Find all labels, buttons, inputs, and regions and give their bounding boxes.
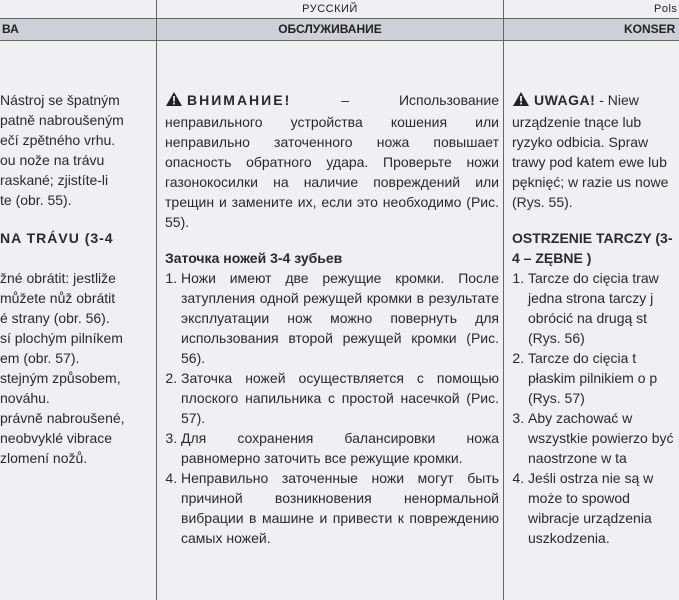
middle-warning-paragraph [165, 90, 499, 232]
list-item: 2. Tarcze do cięcia t płaskim pilnikiem o p (Rys. 57) [528, 348, 677, 408]
middle-warning-text: – Использование неправильного устройства кошения или неправильно заточенного ножа повышает опасность обратного удара. Проверьте ножи газонокосилки на наличие повреждений или трещин и замените их, если это необходимо (Рис. 55). [165, 92, 499, 230]
left-line: ečí zpětného vrhu. [0, 132, 116, 148]
left-line: právně nabroušené, [0, 410, 125, 426]
left-line: em (obr. 57). [0, 350, 80, 366]
middle-body [165, 90, 499, 548]
middle-section-title: ОБСЛУЖИВАНИЕ [157, 19, 503, 41]
left-line [0, 210, 156, 228]
left-line: sí plochým pilníkem [0, 330, 123, 346]
left-line: žné obrátit: jestliže [0, 270, 116, 286]
warning-triangle-icon [512, 91, 530, 112]
right-heading: OSTRZENIE TARCZY (3-4 – ZĘBNE ) [512, 230, 673, 266]
list-item: 2. Заточка ножей осуществляется с помощью плоского напильника с простой насечкой (Рис. 57). [181, 368, 499, 428]
right-section-title: KONSER [504, 19, 679, 41]
middle-steps-list [165, 268, 499, 548]
left-line: stejným způsobem, [0, 370, 121, 386]
left-body [0, 90, 156, 468]
left-line: é strany (obr. 56). [0, 310, 110, 326]
left-line [0, 248, 156, 268]
right-body [512, 90, 677, 548]
list-item: 1. Tarcze do cięcia traw jedna strona tarczy j obrócić na drugą st (Rys. 56) [528, 268, 677, 348]
middle-language-label: РУССКИЙ [157, 0, 503, 19]
list-item: 1. Ножи имеют две режущие кромки. После затупления одной режущей кромки в результате эксплуатации нож можно повернуть для использования второй режущей кромки (Рис. 56). [181, 268, 499, 368]
middle-warning-word: ВНИМАНИЕ! [187, 92, 292, 108]
list-item: 4. Неправильно заточенные ножи могут быть причиной возникновения ненормальной вибрации в машине и привести к повреждению самых ножей. [181, 468, 499, 548]
right-column [504, 0, 679, 600]
left-line: ou nože na trávu [0, 152, 105, 168]
warning-triangle-icon [165, 91, 183, 112]
left-section-title: ВА [0, 19, 156, 41]
right-language-label: Pols [504, 0, 679, 19]
left-language-label [0, 0, 156, 19]
left-line: zlomení nožů. [0, 450, 88, 466]
left-line: NA TRÁVU (3-4 [0, 230, 114, 246]
left-line: můžete nůž obrátit [0, 290, 116, 306]
left-column [0, 0, 156, 600]
right-warning-word: UWAGA! [534, 92, 596, 108]
left-line: raskané; zjistíte-li [0, 172, 109, 188]
right-warning-text: - Niew urządzenie tnące lub ryzyko odbicia. Spraw trawy pod katem ewe lub pęknięć; w razie us nowe (Rys. 55). [512, 92, 669, 210]
list-item: 3. Aby zachować w wszystkie powierzo być naostrzone w ta [528, 408, 677, 468]
left-line: nováhu. [0, 390, 50, 406]
middle-heading: Заточка ножей 3-4 зубьев [165, 250, 343, 266]
list-item: 4. Jeśli ostrza nie są w może to spowod wibracje urządzenia uszkodzenia. [528, 468, 677, 548]
right-steps-list [512, 268, 677, 548]
left-line: neobvyklé vibrace [0, 430, 113, 446]
left-line: Nástroj se špatným [0, 92, 120, 108]
left-line: patně nabroušeným [0, 112, 124, 128]
right-warning-paragraph [512, 90, 677, 212]
list-item: 3. Для сохранения балансировки ножа равномерно заточить все режущие кромки. [181, 428, 499, 468]
left-line: te (obr. 55). [0, 192, 72, 208]
middle-column [157, 0, 503, 600]
